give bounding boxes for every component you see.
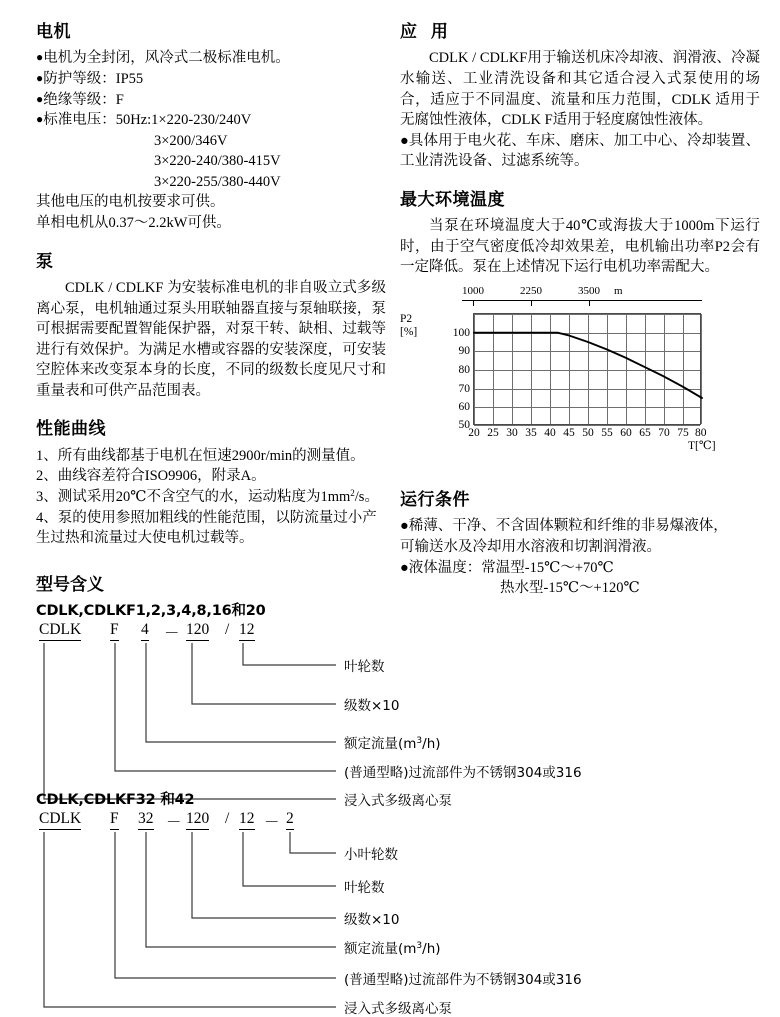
model1-token-dash1: － <box>164 625 180 642</box>
leader-type <box>44 643 336 799</box>
x-tick-label-40: 40 <box>544 427 556 439</box>
motor-note-0: 其他电压的电机按要求可供。 <box>36 194 225 211</box>
section-heading-ambient: 最大环境温度 <box>400 189 505 210</box>
model2-token-small-impellers: 2 <box>286 810 294 830</box>
motor-bullet-1 <box>36 69 386 90</box>
model1-token-prefix: CDLK <box>39 621 81 641</box>
chart-x-axis-caption: T[℃] <box>688 440 716 452</box>
motor-voltage-label: 标准电压： <box>43 112 116 129</box>
altitude-tick-2250 <box>531 301 532 306</box>
chart-plot-area <box>452 313 707 439</box>
model1-legend-flow <box>344 732 441 752</box>
x-tick-label-55: 55 <box>601 427 613 439</box>
y-tick-label-70: 70 <box>458 382 470 395</box>
altitude-label-3500: 3500 <box>578 285 600 297</box>
operating-bullet-1 <box>400 516 760 537</box>
model1-series-label: CDLK,CDLKF1,2,3,4,8,16和20 <box>36 603 266 619</box>
performance-item-1-num: 2、 <box>36 468 58 485</box>
chart-series-p2-derating <box>474 314 702 426</box>
y-tick-label-60: 60 <box>458 401 470 414</box>
model-code-section <box>36 570 736 808</box>
right-column <box>400 22 760 278</box>
model2-token-impellers: 12 <box>239 810 255 830</box>
chart-y-axis-caption-line2: [%] <box>400 326 418 339</box>
y-tick-label-100: 100 <box>452 326 470 339</box>
model2-legend-flow <box>344 937 441 957</box>
model2-legend-impellers: 叶轮数 <box>344 880 385 896</box>
motor-voltage-value-1: 3×200/346V <box>154 132 228 149</box>
section-heading-operating: 运行条件 <box>400 490 470 510</box>
motor-bullet-1-text: 防护等级：IP55 <box>43 70 144 87</box>
bullet-dot-icon: ● <box>36 50 44 65</box>
model1-token-material: F <box>110 621 119 641</box>
model2-legend-material: (普通型略)过流部件为不锈钢304或316 <box>344 972 582 988</box>
model2-token-stages: 120 <box>186 810 209 830</box>
motor-bullet-0 <box>36 48 386 69</box>
application-body: CDLK / CDLKF用于输送机床冷却液、润滑液、冷凝水输送、工业清洗设备和其它适合浸入式泵使用的场合，适应于不同温度、流量和压力范围，CDLK 适用于无腐蚀性液体，CDLK F适用于轻度腐蚀性液体。 <box>400 50 760 129</box>
chart-altitude-axis <box>462 285 702 301</box>
leader-flow <box>146 643 336 742</box>
leader-stages <box>192 832 336 918</box>
performance-item-0-num: 1、 <box>36 447 58 464</box>
performance-item-2 <box>36 487 386 508</box>
section-heading-motor: 电机 <box>36 22 71 42</box>
model2-token-slash: / <box>225 810 230 827</box>
model2-legend-flow-prefix: 额定流量(m <box>344 941 417 957</box>
model2-token-dash1: － <box>166 814 182 831</box>
performance-item-2-sup: 2 <box>350 488 355 498</box>
model2-legend-flow-suffix: /h) <box>422 941 441 957</box>
application-bullet-text: 具体用于电火花、车床、磨床、加工中心、冷却装置、工业清洗设备、过滤系统等。 <box>400 132 761 170</box>
motor-voltage-value-1-row <box>36 131 386 152</box>
leader-small-impellers <box>290 832 336 853</box>
model1-leader-diagram <box>36 643 736 808</box>
left-column <box>36 22 386 549</box>
x-tick-label-35: 35 <box>525 427 537 439</box>
motor-voltage-value-0: 50Hz:1×220-230/240V <box>115 112 252 129</box>
leader-material <box>115 832 336 978</box>
operating-bullet-2-line2: 热水型-15℃～+120℃ <box>500 580 640 597</box>
operating-bullet-1-cont: 可输送水及冷却用水溶液和切割润滑液。 <box>400 538 661 555</box>
model2-token-flow: 32 <box>138 810 154 830</box>
motor-voltage-row <box>36 110 386 131</box>
x-tick-label-30: 30 <box>506 427 518 439</box>
performance-item-2-tail: /s。 <box>354 489 379 505</box>
model1-legend-flow-prefix: 额定流量(m <box>344 736 417 752</box>
model2-token-material: F <box>110 810 119 830</box>
model2-code-row <box>36 810 736 832</box>
motor-bullet-2-text: 绝缘等级：F <box>43 91 124 108</box>
motor-bullet-2 <box>36 90 386 111</box>
bullet-dot-icon: ● <box>400 559 409 576</box>
ambient-body: 当泵在环境温度大于40℃或海拔大于1000m下运行时，由于空气密度低冷却效果差，电机输出功率P2会有一定降低。泵在上述情况下运行电机功率需配大。 <box>400 218 760 276</box>
x-tick-label-75: 75 <box>677 427 689 439</box>
performance-item-3 <box>36 508 386 549</box>
performance-item-3-num: 4、 <box>36 509 58 526</box>
model1-legend-flow-sup: 3 <box>416 736 423 746</box>
section-heading-application: 应 用 <box>400 22 452 42</box>
altitude-tick-1000 <box>473 301 474 306</box>
performance-item-3-text: 泵的使用参照加粗线的性能范围，以防流量过小产生过热和流量过大使电机过载等。 <box>36 509 377 547</box>
altitude-label-1000: 1000 <box>462 285 484 297</box>
leader-flow <box>146 832 336 947</box>
x-tick-label-45: 45 <box>563 427 575 439</box>
x-tick-label-50: 50 <box>582 427 594 439</box>
model2-token-prefix: CDLK <box>39 810 81 830</box>
leader-stages <box>192 643 336 704</box>
bullet-dot-icon: ● <box>400 518 409 535</box>
bullet-dot-icon: ● <box>36 91 44 106</box>
y-tick-label-50: 50 <box>458 418 470 431</box>
derating-chart <box>400 286 760 451</box>
motor-note-1: 单相电机从0.37～2.2kW可供。 <box>36 215 231 232</box>
model1-legend-stages: 级数×10 <box>344 698 400 714</box>
performance-item-0-text: 所有曲线都基于电机在恒速2900r/min的测量值。 <box>57 447 365 464</box>
model2-token-dash2: － <box>264 814 280 831</box>
performance-item-1 <box>36 466 386 487</box>
model2-series-label: CDLK,CDLKF32 和42 <box>36 792 195 808</box>
model2-leader-diagram <box>36 832 736 1017</box>
y-tick-label-90: 90 <box>458 345 470 358</box>
motor-voltage-value-2-row <box>36 151 386 172</box>
altitude-tick-3500 <box>589 301 590 306</box>
motor-voltage-value-3: 3×220-255/380-440V <box>154 173 281 190</box>
model1-token-flow: 4 <box>141 621 149 641</box>
x-tick-label-20: 20 <box>468 427 480 439</box>
model1-token-stages: 120 <box>186 621 209 641</box>
model1-token-slash: / <box>225 621 230 638</box>
pump-body: CDLK / CDLKF 为安装标准电机的非自吸立式多级离心泵，电机轴通过泵头用联轴器直接与泵轴联接，泵可根据需要配置智能保护器，对泵干转、缺相、过载等进行有效保护。为满足水槽或容器的安装深度，可安装空腔体来改变泵本身的长度，不同的级数长度见尺寸和重量表和可供产品范围表。 <box>36 279 386 399</box>
model1-legend-type: 浸入式多级离心泵 <box>344 793 452 809</box>
model1-token-impellers: 12 <box>239 621 255 641</box>
bullet-dot-icon: ● <box>36 70 44 85</box>
motor-voltage-value-3-row <box>36 172 386 193</box>
bullet-dot-icon: ● <box>36 112 44 127</box>
performance-item-2-num: 3、 <box>36 489 58 505</box>
model1-leader-lines <box>36 643 736 808</box>
x-tick-label-25: 25 <box>487 427 499 439</box>
leader-impellers <box>243 643 336 665</box>
performance-item-1-text: 曲线容差符合ISO9906，附录A。 <box>57 468 266 485</box>
operating-bullet-2-label: 液体温度： <box>408 559 482 576</box>
model2-legend-flow-sup: 3 <box>416 941 423 951</box>
model1-legend-flow-suffix: /h) <box>422 736 441 752</box>
model2-legend-small-impellers: 小叶轮数 <box>344 847 398 863</box>
section-heading-model-code: 型号含义 <box>36 575 104 595</box>
x-tick-label-70: 70 <box>658 427 670 439</box>
altitude-label-2250: 2250 <box>520 285 542 297</box>
model-code-section-2 <box>36 788 736 1017</box>
performance-item-0 <box>36 446 386 467</box>
leader-type <box>44 832 336 1007</box>
model1-code-row <box>36 621 736 643</box>
model1-legend-material: (普通型略)过流部件为不锈钢304或316 <box>344 765 582 781</box>
chart-y-axis-caption-line1: P2 <box>400 313 413 325</box>
application-bullet <box>400 131 760 172</box>
model1-legend-impellers: 叶轮数 <box>344 659 385 675</box>
motor-bullet-0-text: 电机为全封闭，风冷式二极标准电机。 <box>43 50 290 67</box>
x-tick-label-65: 65 <box>639 427 651 439</box>
altitude-unit-label: m <box>614 285 623 297</box>
x-tick-label-60: 60 <box>620 427 632 439</box>
bullet-dot-icon: ● <box>400 132 409 149</box>
x-tick-label-80: 80 <box>694 427 707 439</box>
model2-legend-type: 浸入式多级离心泵 <box>344 1001 452 1017</box>
y-tick-label-80: 80 <box>458 364 470 376</box>
operating-temp-normal: 常温型-15℃～+70℃ <box>481 559 614 576</box>
section-heading-performance: 性能曲线 <box>36 419 106 440</box>
performance-item-2-text: 测试采用20℃不含空气的水，运动粘度为1mm <box>57 489 351 505</box>
model2-legend-stages: 级数×10 <box>344 912 400 928</box>
section-heading-pump: 泵 <box>36 251 54 272</box>
motor-voltage-value-2: 3×220-240/380-415V <box>154 153 281 170</box>
operating-bullet-1-text: 稀薄、干净、不含固体颗粒和纤维的非易爆液体， <box>408 518 728 535</box>
leader-material <box>115 643 336 771</box>
